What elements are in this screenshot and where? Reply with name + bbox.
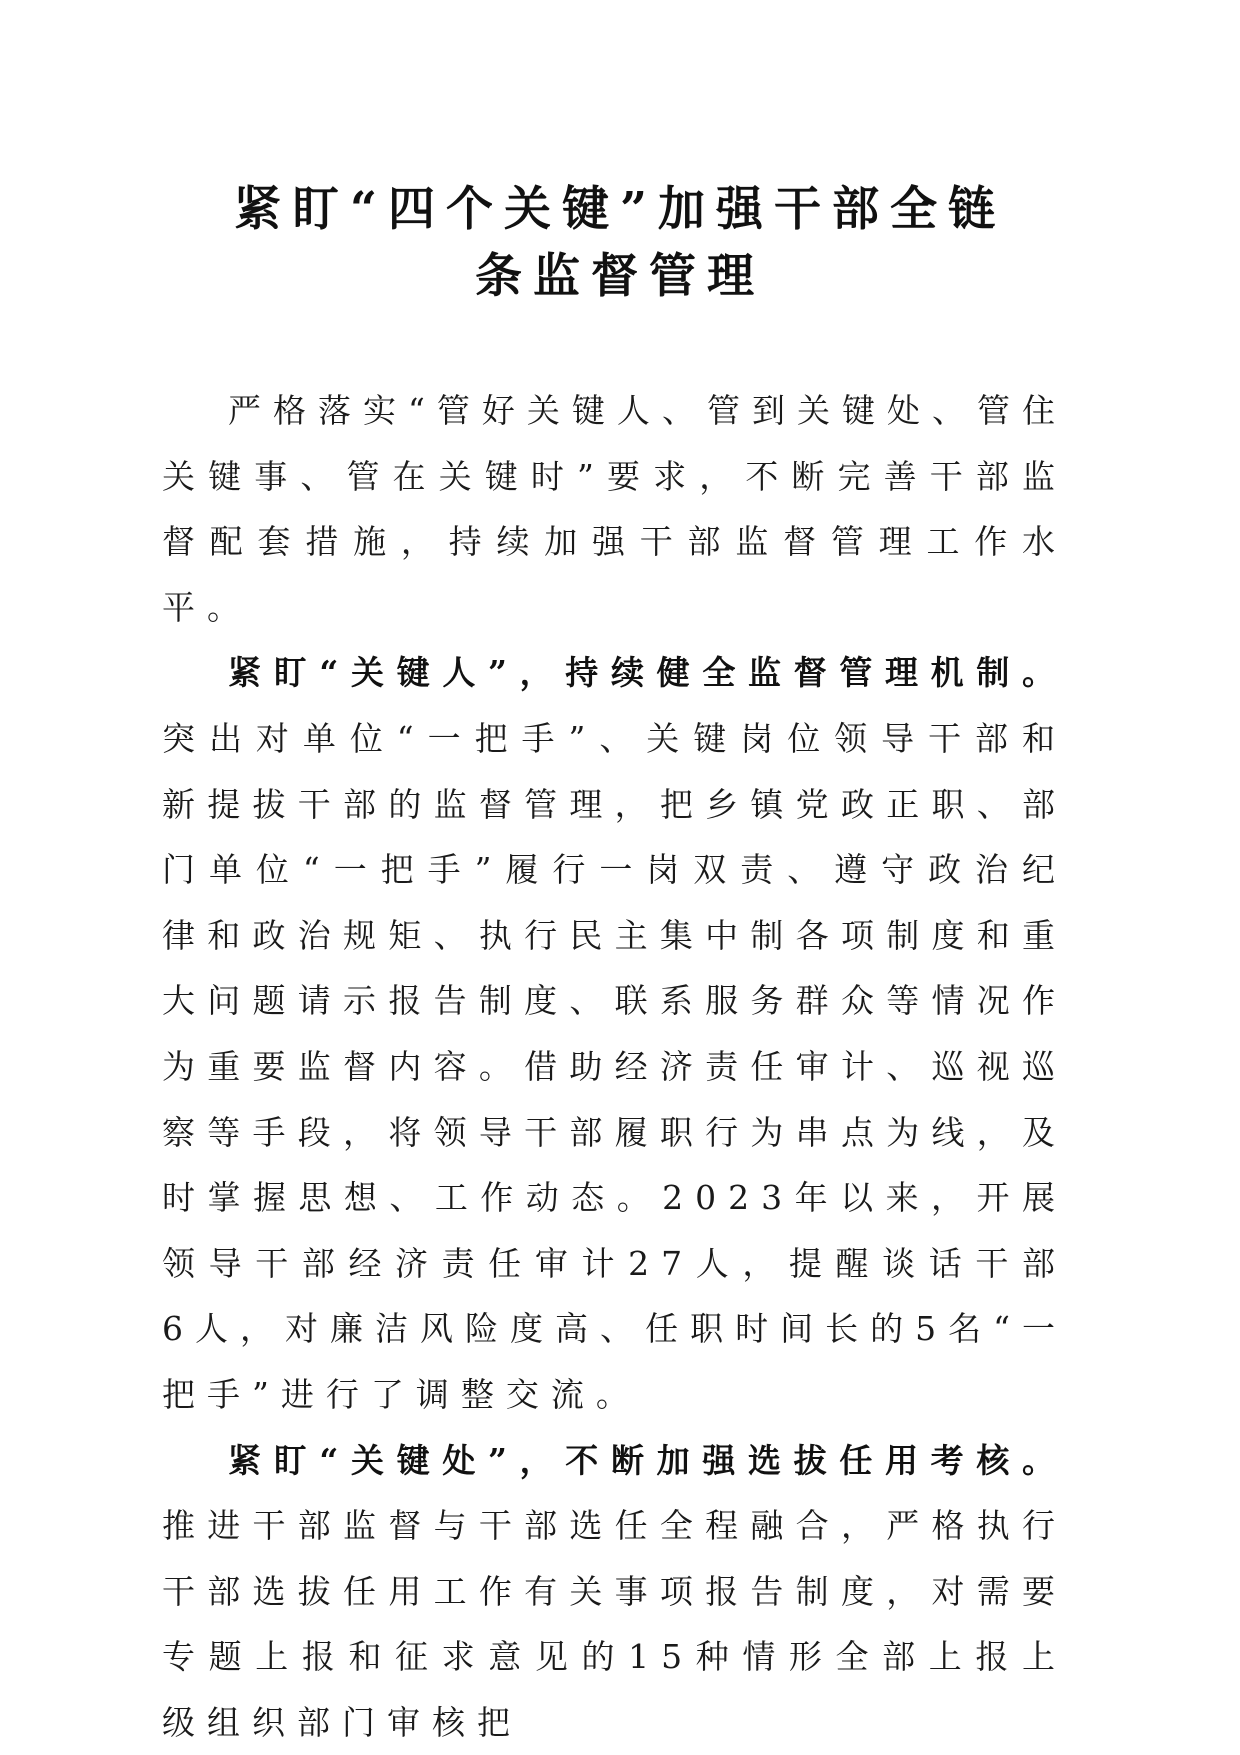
document-body (162, 378, 1067, 1755)
section-text-key-points: 推进干部监督与干部选任全程融合，严格执行干部选拔任用工作有关事项报告制度，对需要专题上报和征求意见的15种情形全部上报上级组织部门审核把 (162, 1506, 1067, 1742)
section-paragraph-key-people (162, 640, 1067, 1427)
section-heading-key-points: 紧盯“关键处”，不断加强选拔任用考核。 (228, 1441, 1067, 1480)
document-title (150, 176, 1090, 310)
section-paragraph-key-points (162, 1428, 1067, 1755)
title-line-1: 紧盯“四个关键”加强干部全链 (150, 176, 1090, 243)
section-text-key-people: 突出对单位“一把手”、关键岗位领导干部和新提拔干部的监督管理，把乡镇党政正职、部门单位“一把手”履行一岗双责、遵守政治纪律和政治规矩、执行民主集中制各项制度和重大问题请示报告制度、联系服务群众等情况作为重要监督内容。借助经济责任审计、巡视巡察等手段，将领导干部履职行为串点为线，及时掌握思想、工作动态。2023年以来，开展领导干部经济责任审计27人，提醒谈话干部6人，对廉洁风险度高、任职时间长的5名“一把手”进行了调整交流。 (162, 719, 1067, 1414)
title-line-2: 条监督管理 (150, 243, 1090, 310)
section-heading-key-people: 紧盯“关键人”，持续健全监督管理机制。 (228, 653, 1067, 692)
intro-paragraph: 严格落实“管好关键人、管到关键处、管住关键事、管在关键时”要求，不断完善干部监督配套措施，持续加强干部监督管理工作水平。 (162, 378, 1067, 640)
